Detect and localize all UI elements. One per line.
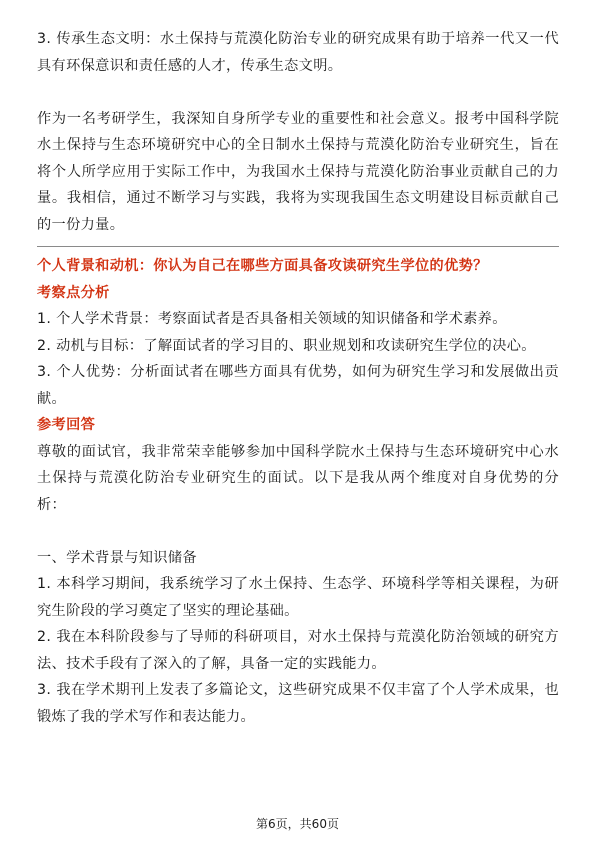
- blank-line: [37, 79, 559, 106]
- analysis-heading: 考察点分析: [37, 284, 110, 301]
- answer-heading: 参考回答: [37, 417, 96, 433]
- analysis-item: 3. 个人优势：分析面试者在哪些方面具有优势，如何为研究生学习和发展做出贡献。: [37, 364, 559, 407]
- question-title: 个人背景和动机：你认为自己在哪些方面具备攻读研究生学位的优势？: [37, 258, 488, 274]
- intro-closing-paragraph: 作为一名考研学生，我深知自身所学专业的重要性和社会意义。报考中国科学院水土保持与生态环境研究中心的全日制水土保持与荒漠化防治专业研究生，旨在将个人所学应用于实际工作中，为我国水土保持与荒漠化防治事业贡献自己的力量。我相信，通过不断学习与实践，我将为实现我国生态文明建设目标贡献自己的一份力量。: [37, 110, 559, 233]
- subsection-title: 一、学术背景与知识储备: [37, 549, 197, 566]
- page-number: 第6页，共60页: [256, 817, 339, 831]
- analysis-item: 1. 个人学术背景：考察面试者是否具备相关领域的知识储备和学术素养。: [37, 311, 507, 327]
- answer-intro: 尊敬的面试官，我非常荣幸能够参加中国科学院水土保持与生态环境研究中心水土保持与荒漠化防治专业研究生的面试。以下是我从两个维度对自身优势的分析：: [37, 443, 559, 513]
- blank-line: [37, 518, 559, 545]
- subsection-item: 3. 我在学术期刊上发表了多篇论文，这些研究成果不仅丰富了个人学术成果，也锻炼了我的学术写作和表达能力。: [37, 682, 559, 725]
- analysis-item: 2. 动机与目标：了解面试者的学习目的、职业规划和攻读研究生学位的决心。: [37, 337, 536, 354]
- document-page: [37, 26, 559, 730]
- subsection-item: 1. 本科学习期间，我系统学习了水土保持、生态学、环境科学等相关课程，为研究生阶段的学习奠定了坚实的理论基础。: [37, 576, 559, 619]
- intro-item-3: 3. 传承生态文明：水土保持与荒漠化防治专业的研究成果有助于培养一代又一代具有环保意识和责任感的人才，传承生态文明。: [37, 31, 559, 74]
- subsection-item: 2. 我在本科阶段参与了导师的科研项目，对水土保持与荒漠化防治领域的研究方法、技术手段有了深入的了解，具备一定的实践能力。: [37, 629, 559, 672]
- section-divider: [37, 246, 559, 247]
